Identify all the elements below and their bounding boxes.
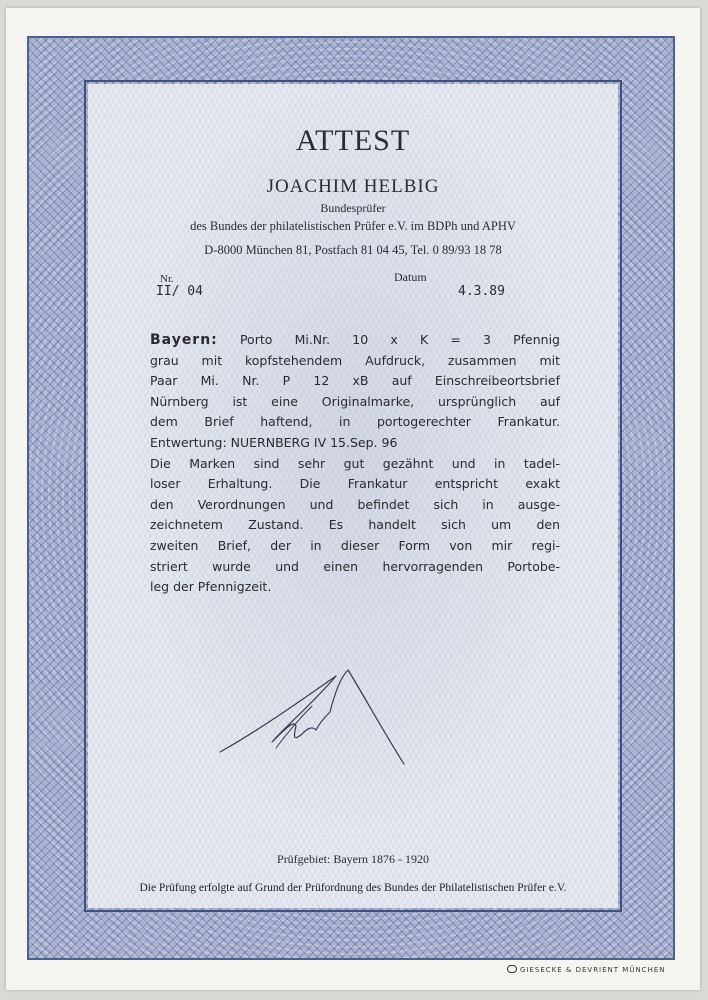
- body-line: loser Erhaltung. Die Frankatur entspricht exakt: [150, 476, 560, 492]
- body-line: striert wurde und einen hervorragenden Portobe-: [150, 558, 560, 574]
- body-line: zeichnetem Zustand. Es handelt sich um den: [150, 517, 560, 533]
- nr-value: II/ 04: [156, 284, 203, 299]
- examiner-role: Bundesprüfer: [320, 201, 386, 215]
- nr-label: Nr.: [160, 273, 174, 285]
- body-line: [150, 330, 560, 351]
- body-line: den Verordnungen und befindet sich in ausge-: [150, 496, 560, 512]
- body-line: zweiten Brief, der in dieser Form von mir regi-: [150, 537, 560, 553]
- datum-label: Datum: [394, 270, 427, 284]
- body-line: Die Marken sind sehr gut gezähnt und in tadel-: [150, 455, 560, 471]
- body-line: Nürnberg ist eine Originalmarke, ursprünglich auf: [150, 393, 560, 409]
- body-line: dem Brief haftend, in portogerechter Frankatur.: [150, 414, 560, 430]
- footer-text: Die Prüfung erfolgte auf Grund der Prüfordnung des Bundes der Philatelistischen Prüfer e.V.: [139, 882, 567, 894]
- association-line: des Bundes der philatelistischen Prüfer e.V. im BDPh und APHV: [190, 219, 516, 233]
- lead-word: Bayern:: [150, 332, 218, 348]
- body-line: Entwertung: NUERNBERG IV 15.Sep. 96: [150, 434, 398, 450]
- certificate-title: ATTEST: [295, 124, 411, 157]
- body-line: Paar Mi. Nr. P 12 xB auf Einschreibeortsbrief: [150, 373, 560, 389]
- certificate-body: [150, 330, 560, 598]
- signature: [216, 656, 416, 776]
- certificate-panel: [88, 84, 618, 908]
- body-line: leg der Pfennigzeit.: [150, 579, 272, 595]
- pruefgebiet: Prüfgebiet: Bayern 1876 - 1920: [277, 852, 429, 866]
- body-line-rest: Porto Mi.Nr. 10 x K = 3 Pfennig: [239, 332, 560, 347]
- datum-value: 4.3.89: [458, 284, 505, 299]
- examiner-name: JOACHIM HELBIG: [266, 176, 440, 197]
- printer-logo-icon: [507, 965, 517, 973]
- printer-mark: GIESECKE & DEVRIENT MÜNCHEN: [520, 966, 666, 974]
- body-line: grau mit kopfstehendem Aufdruck, zusammen mit: [150, 352, 560, 368]
- address-line: D-8000 München 81, Postfach 81 04 45, Tel. 0 89/93 18 78: [204, 243, 502, 257]
